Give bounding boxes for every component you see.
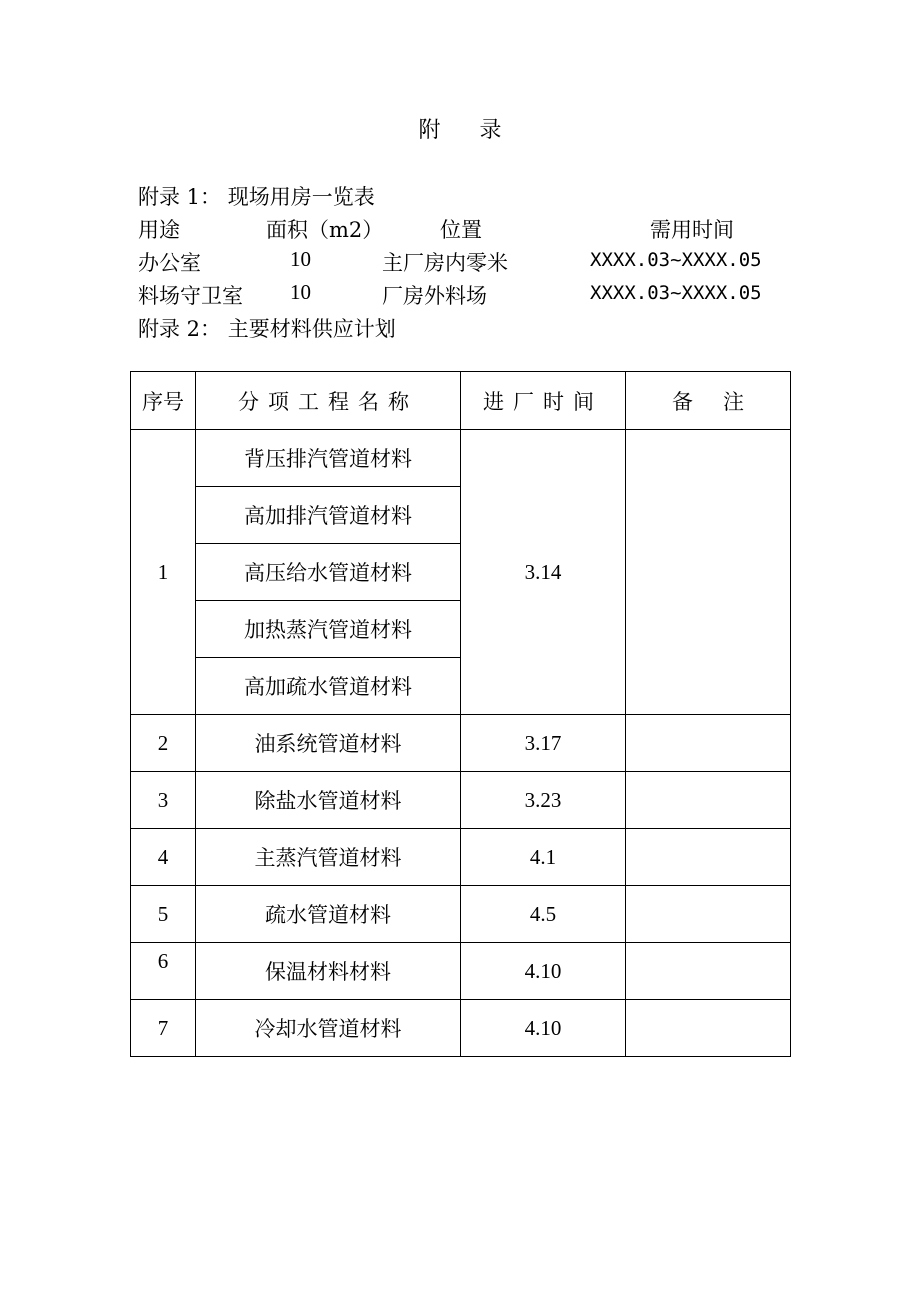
row-date: 4.10 [461, 1000, 626, 1057]
row-note [626, 715, 791, 772]
header-date: 进厂时间 [461, 372, 626, 430]
row-no-cell [131, 943, 196, 1000]
row-no: 2 [131, 715, 196, 772]
row-name: 加热蒸汽管道材料 [196, 601, 461, 658]
row-no: 5 [131, 886, 196, 943]
row-no: 7 [131, 1000, 196, 1057]
row-area: 10 [290, 280, 311, 304]
row-note [626, 943, 791, 1000]
page-title: 附 录 [418, 118, 518, 143]
appendix2-heading: 附录 2： 主要材料供应计划 [138, 317, 396, 341]
row-area: 10 [290, 247, 311, 271]
table-row [131, 1000, 791, 1057]
table-row [131, 943, 791, 1000]
col-area: 面积（m2） [266, 218, 384, 242]
table-row [131, 430, 791, 487]
row-date: 3.17 [461, 715, 626, 772]
row-date: 4.10 [461, 943, 626, 1000]
row-name: 油系统管道材料 [196, 715, 461, 772]
row-location: 主厂房内零米 [382, 251, 508, 275]
row-name: 高加排汽管道材料 [196, 487, 461, 544]
row-no: 4 [131, 829, 196, 886]
appendix1-heading: 附录 1： 现场用房一览表 [138, 185, 375, 209]
row-name: 除盐水管道材料 [196, 772, 461, 829]
row-usage: 料场守卫室 [138, 284, 243, 308]
row-note [626, 829, 791, 886]
col-usage: 用途 [138, 218, 180, 242]
row-name: 疏水管道材料 [196, 886, 461, 943]
material-supply-table [130, 371, 791, 1057]
table-row [131, 715, 791, 772]
row-location: 厂房外料场 [382, 284, 487, 308]
row-note [626, 772, 791, 829]
row-date: 3.14 [461, 430, 626, 715]
row-date: 4.5 [461, 886, 626, 943]
row-note [626, 430, 791, 715]
row-name: 高加疏水管道材料 [196, 658, 461, 715]
row-usage: 办公室 [138, 251, 201, 275]
row-no: 3 [131, 772, 196, 829]
table-row [131, 886, 791, 943]
row-date: 4.1 [461, 829, 626, 886]
header-name: 分项工程名称 [196, 372, 461, 430]
row-no: 6 [157, 948, 169, 973]
col-location: 位置 [440, 218, 482, 242]
row-no: 1 [131, 430, 196, 715]
row-name: 冷却水管道材料 [196, 1000, 461, 1057]
row-name: 主蒸汽管道材料 [196, 829, 461, 886]
table-row [131, 829, 791, 886]
row-date: 3.23 [461, 772, 626, 829]
row-name: 保温材料材料 [196, 943, 461, 1000]
header-no: 序号 [131, 372, 196, 430]
header-note: 备注 [626, 372, 791, 430]
table-row [131, 772, 791, 829]
row-time: XXXX.03~XXXX.05 [590, 249, 762, 271]
col-time: 需用时间 [650, 218, 734, 242]
row-name: 背压排汽管道材料 [196, 430, 461, 487]
row-note [626, 886, 791, 943]
row-note [626, 1000, 791, 1057]
row-time: XXXX.03~XXXX.05 [590, 282, 762, 304]
row-name: 高压给水管道材料 [196, 544, 461, 601]
table-header-row [131, 372, 791, 430]
